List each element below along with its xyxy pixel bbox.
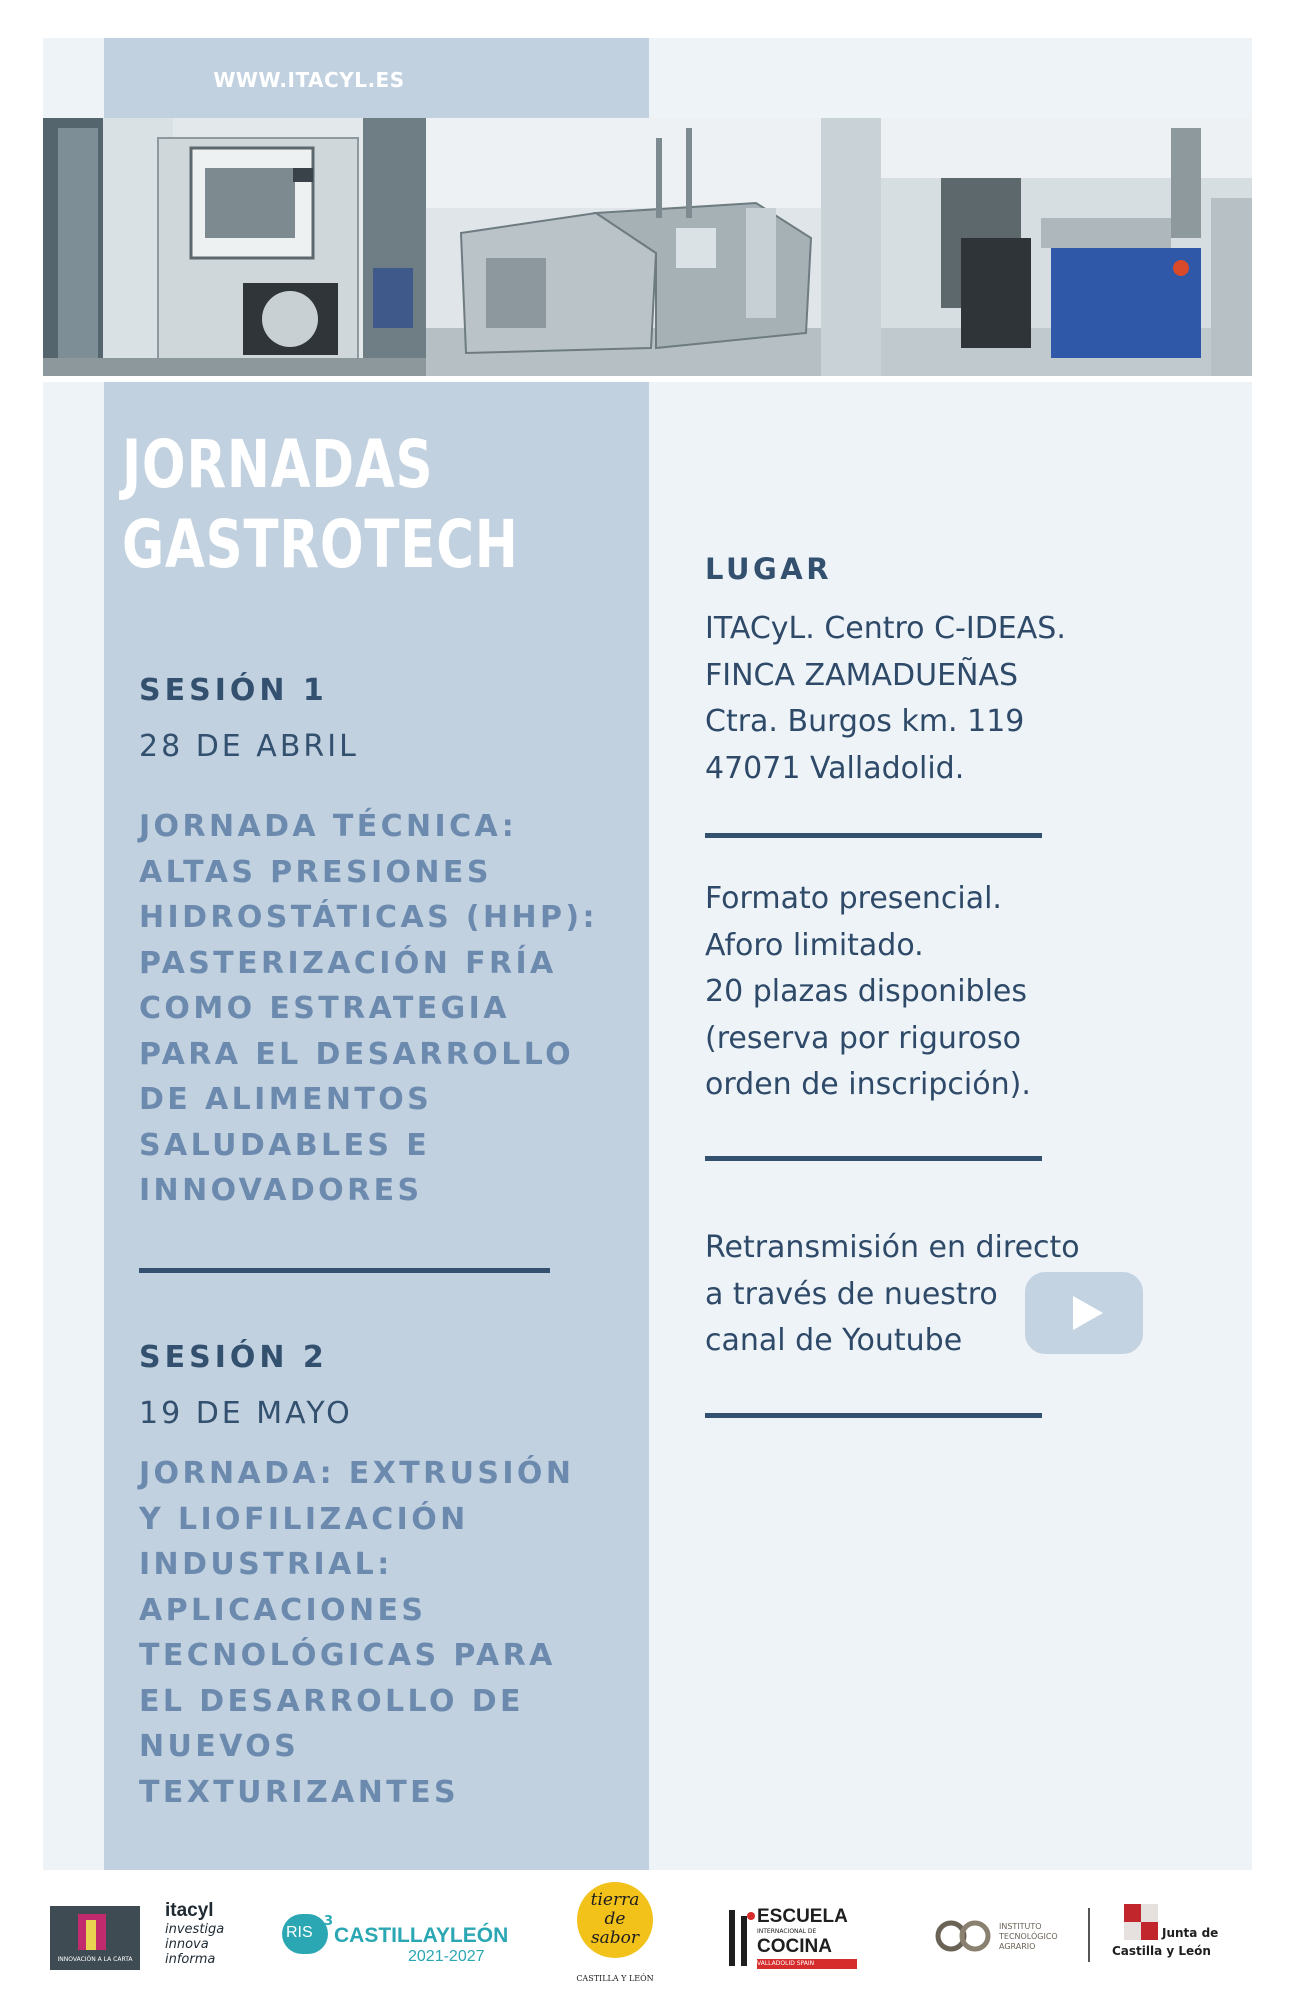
tierra-de-sabor-subtitle: CASTILLA Y LEÓN bbox=[576, 1974, 654, 1983]
event-title-line2: GASTROTECH bbox=[122, 506, 519, 583]
broadcast-line: Retransmisión en directo bbox=[705, 1230, 1080, 1265]
castilla-leon-text: CASTILLAYLEÓN bbox=[334, 1924, 509, 1947]
itacyl-tagline: innova bbox=[165, 1937, 209, 1952]
format-info bbox=[705, 876, 1031, 1109]
location-line: Ctra. Burgos km. 119 bbox=[705, 704, 1025, 739]
session-1-desc-line: DE ALIMENTOS bbox=[139, 1082, 433, 1117]
escuela-line: VALLADOLID SPAIN bbox=[757, 1959, 857, 1969]
session-2-heading: SESIÓN 2 bbox=[139, 1340, 328, 1375]
session-1-desc-line: PARA EL DESARROLLO bbox=[139, 1036, 575, 1072]
location-heading: LUGAR bbox=[705, 552, 833, 586]
session-1-desc-line: SALUDABLES E bbox=[139, 1127, 431, 1163]
ita-line: TECNOLÓGICO bbox=[999, 1932, 1058, 1941]
escuela-line: INTERNACIONAL DE bbox=[757, 1928, 817, 1935]
junta-line: Junta de bbox=[1162, 1926, 1219, 1940]
hhp-machine-photo bbox=[426, 118, 881, 376]
session-1-desc-line: JORNADA TÉCNICA: bbox=[139, 809, 518, 844]
session-1-desc-line: INNOVADORES bbox=[139, 1173, 423, 1208]
ris3-castilla-leon-logo bbox=[282, 1914, 522, 1974]
ris3-text: RIS bbox=[286, 1924, 313, 1941]
sponsor-logos bbox=[0, 1870, 1294, 2000]
format-divider bbox=[705, 1156, 1042, 1161]
photo-divider bbox=[43, 376, 1252, 382]
escuela-internacional-cocina-logo bbox=[725, 1900, 865, 1970]
itacyl-name: itacyl bbox=[165, 1900, 214, 1921]
format-line: Formato presencial. bbox=[705, 881, 1002, 916]
session-1-date: 28 DE ABRIL bbox=[139, 729, 359, 764]
location-line: ITACyL. Centro C-IDEAS. bbox=[705, 611, 1066, 646]
escuela-line: ESCUELA bbox=[757, 1906, 848, 1927]
itacyl-tagline: informa bbox=[165, 1952, 216, 1967]
session-2-desc-line: TEXTURIZANTES bbox=[139, 1774, 460, 1810]
session-divider bbox=[139, 1268, 550, 1273]
escuela-line: COCINA bbox=[757, 1936, 832, 1957]
broadcast-divider bbox=[705, 1413, 1042, 1418]
logo-separator bbox=[1088, 1908, 1090, 1962]
session-1-desc-line: COMO ESTRATEGIA bbox=[139, 991, 510, 1026]
ris3-superscript: 3 bbox=[324, 1914, 334, 1929]
format-line: orden de inscripción). bbox=[705, 1067, 1031, 1102]
ita-swirl-icon bbox=[935, 1920, 993, 1952]
session-2-desc-line: Y LIOFILIZACIÓN bbox=[139, 1501, 469, 1537]
instituto-tecnologico-agrario-logo bbox=[935, 1912, 1065, 1962]
itacyl-logo bbox=[165, 1900, 245, 1980]
location-line: 47071 Valladolid. bbox=[705, 750, 965, 786]
broadcast-line: canal de Youtube bbox=[705, 1323, 963, 1358]
format-line: Aforo limitado. bbox=[705, 927, 924, 963]
innovacion-a-la-carta-logo bbox=[50, 1906, 140, 1970]
session-2-desc-line: INDUSTRIAL: bbox=[139, 1547, 393, 1582]
format-line: 20 plazas disponibles bbox=[705, 974, 1027, 1009]
ita-line: INSTITUTO bbox=[999, 1922, 1042, 1931]
session-1-heading: SESIÓN 1 bbox=[139, 673, 328, 708]
broadcast-line: a través de nuestro bbox=[705, 1276, 998, 1312]
session-2-date: 19 DE MAYO bbox=[139, 1396, 353, 1431]
broadcast-info bbox=[705, 1225, 1080, 1365]
tierra-de-sabor-line: sabor bbox=[590, 1928, 640, 1948]
session-2-description bbox=[139, 1451, 659, 1815]
session-2-desc-line: JORNADA: EXTRUSIÓN bbox=[139, 1456, 575, 1491]
session-1-description bbox=[139, 804, 659, 1214]
coat-of-arms-icon bbox=[1124, 1904, 1158, 1940]
lab-photo-strip bbox=[43, 118, 1252, 376]
freeze-dryer-photo bbox=[43, 118, 426, 376]
castilla-leon-years: 2021-2027 bbox=[408, 1948, 485, 1965]
innovacion-mark-bar bbox=[86, 1920, 96, 1950]
chef-knife-icon bbox=[725, 1910, 755, 1966]
event-title bbox=[122, 425, 519, 585]
innovacion-text: INNOVACIÓN A LA CARTA bbox=[57, 1956, 133, 1963]
extruder-photo bbox=[881, 118, 1252, 376]
format-line: (reserva por riguroso bbox=[705, 1020, 1021, 1056]
session-1-desc-line: ALTAS PRESIONES bbox=[139, 854, 492, 890]
youtube-play-icon[interactable] bbox=[1025, 1272, 1143, 1354]
junta-line: Castilla y León bbox=[1112, 1944, 1211, 1958]
session-1-desc-line: PASTERIZACIÓN FRÍA bbox=[139, 945, 557, 981]
session-2-desc-line: EL DESARROLLO DE bbox=[139, 1683, 524, 1719]
tierra-de-sabor-line: tierra bbox=[590, 1890, 640, 1910]
location-divider bbox=[705, 833, 1042, 838]
website-url[interactable]: WWW.ITACYL.ES bbox=[213, 68, 405, 92]
session-2-desc-line: TECNOLÓGICAS PARA bbox=[139, 1638, 556, 1673]
location-address bbox=[705, 606, 1066, 792]
session-2-desc-line: APLICACIONES bbox=[139, 1592, 427, 1628]
session-2-desc-line: NUEVOS bbox=[139, 1729, 300, 1764]
tierra-de-sabor-logo bbox=[565, 1882, 665, 1997]
location-line: FINCA ZAMADUEÑAS bbox=[705, 657, 1019, 693]
ita-line: AGRARIO bbox=[999, 1942, 1036, 1951]
session-1-desc-line: HIDROSTÁTICAS (HHP): bbox=[139, 900, 598, 935]
event-title-line1: JORNADAS bbox=[122, 426, 434, 503]
junta-castilla-leon-logo bbox=[1112, 1904, 1242, 1974]
itacyl-tagline: investiga bbox=[165, 1922, 225, 1937]
tierra-de-sabor-line: de bbox=[604, 1909, 626, 1929]
